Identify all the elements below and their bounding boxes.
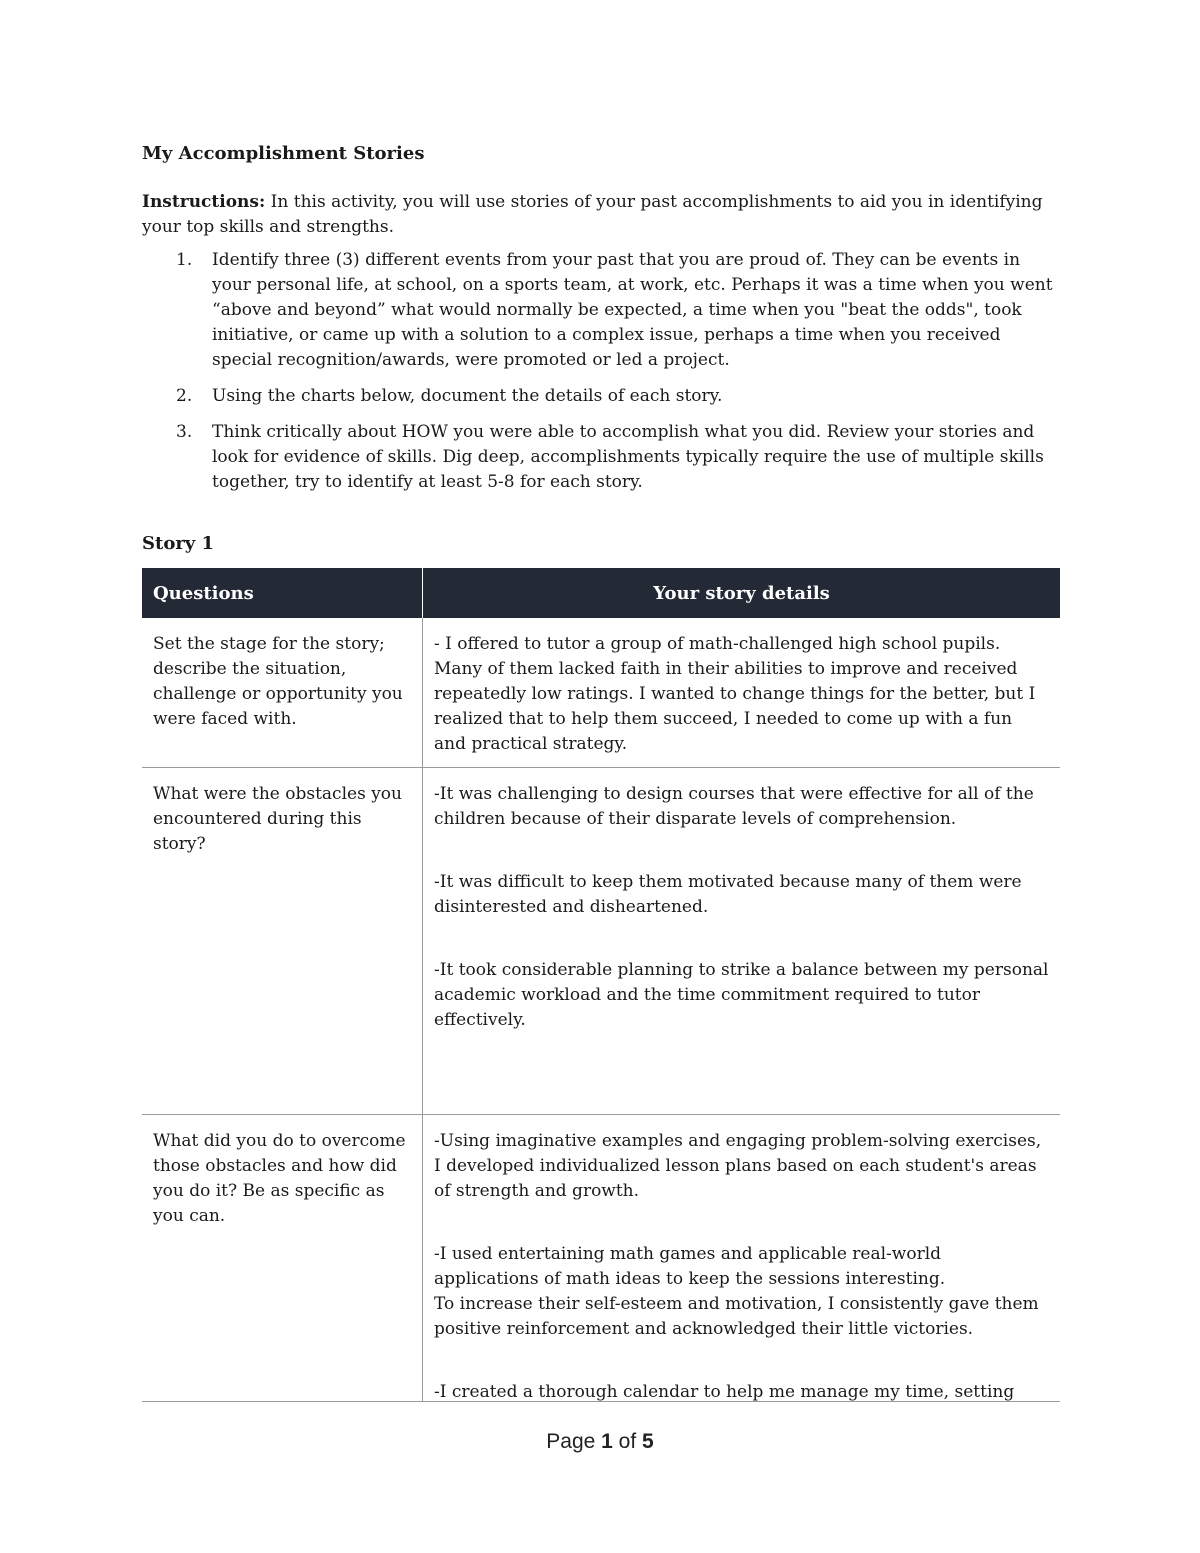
question-cell: What were the obstacles you encountered during this story? xyxy=(142,768,423,1115)
details-cell[interactable] xyxy=(423,768,1061,1115)
table-row xyxy=(142,1115,1060,1402)
list-item xyxy=(142,248,1060,373)
details-cell[interactable] xyxy=(423,1115,1061,1402)
page-number-footer xyxy=(0,1430,1200,1454)
step-text: Identify three (3) different events from your past that you are proud of. They can be events in your personal life, at school, on a sports team, at work, etc. Perhaps it was a time when you went “above and beyond” what would normally be expected, a time when you "beat the odds", took initiative, or came up with a solution to a complex issue, perhaps a time when you received special recognition/awards, were promoted or led a project. xyxy=(212,250,1053,370)
document-title: My Accomplishment Stories xyxy=(142,143,425,164)
table-row xyxy=(142,618,1060,768)
detail-paragraph: - I offered to tutor a group of math-challenged high school pupils. Many of them lacked faith in their abilities to improve and received repeatedly low ratings. I wanted to change things for the better, but I realized that to help them succeed, I needed to come up with a fun and practical strategy. xyxy=(434,634,1036,754)
page-total: 5 xyxy=(642,1430,654,1453)
step-number: 2. xyxy=(176,386,193,406)
detail-paragraph: -I used entertaining math games and applicable real-world applications of math ideas to keep the sessions interesting. xyxy=(434,1244,946,1289)
detail-paragraph: -Using imaginative examples and engaging problem-solving exercises, I developed individualized lesson plans based on each student's areas of strength and growth. xyxy=(434,1131,1042,1201)
page-prefix: Page xyxy=(546,1430,602,1453)
detail-paragraph: To increase their self-esteem and motivation, I consistently gave them positive reinforcement and acknowledged their little victories. xyxy=(434,1294,1039,1339)
list-item xyxy=(142,384,1060,409)
step-text: Think critically about HOW you were able to accomplish what you did. Review your stories and look for evidence of skills. Dig deep, accomplishments typically require the use of multiple skills together, try to identify at least 5-8 for each story. xyxy=(212,422,1044,492)
column-header-questions: Questions xyxy=(142,568,423,618)
page-middle: of xyxy=(612,1430,643,1453)
column-header-details: Your story details xyxy=(423,568,1061,618)
step-text: Using the charts below, document the details of each story. xyxy=(212,386,723,406)
document-page xyxy=(142,140,1060,1402)
question-cell: What did you do to overcome those obstacles and how did you do it? Be as specific as you can. xyxy=(142,1115,423,1402)
list-item xyxy=(142,420,1060,495)
story-title: Story 1 xyxy=(142,533,215,554)
table-row xyxy=(142,768,1060,1115)
question-cell: Set the stage for the story; describe the situation, challenge or opportunity you were faced with. xyxy=(142,618,423,768)
detail-paragraph: -I created a thorough calendar to help me manage my time, setting xyxy=(434,1382,1015,1402)
step-number: 3. xyxy=(176,422,193,442)
detail-paragraph: -It was difficult to keep them motivated because many of them were disinterested and disheartened. xyxy=(434,872,1022,917)
details-cell-content xyxy=(434,1129,1049,1402)
instruction-steps-list xyxy=(142,248,1060,495)
story-table xyxy=(142,568,1060,1402)
detail-paragraph: -It took considerable planning to strike a balance between my personal academic workload and the time commitment required to tutor effectively. xyxy=(434,960,1049,1030)
table-header-row xyxy=(142,568,1060,618)
instructions-label: Instructions: xyxy=(142,192,266,212)
instructions-paragraph xyxy=(142,190,1060,240)
instructions-text: In this activity, you will use stories of your past accomplishments to aid you in identifying your top skills and strengths. xyxy=(142,192,1043,237)
detail-paragraph: -It was challenging to design courses that were effective for all of the children because of their disparate levels of comprehension. xyxy=(434,784,1034,829)
step-number: 1. xyxy=(176,250,193,270)
page-current: 1 xyxy=(601,1430,613,1453)
details-cell[interactable] xyxy=(423,618,1061,768)
